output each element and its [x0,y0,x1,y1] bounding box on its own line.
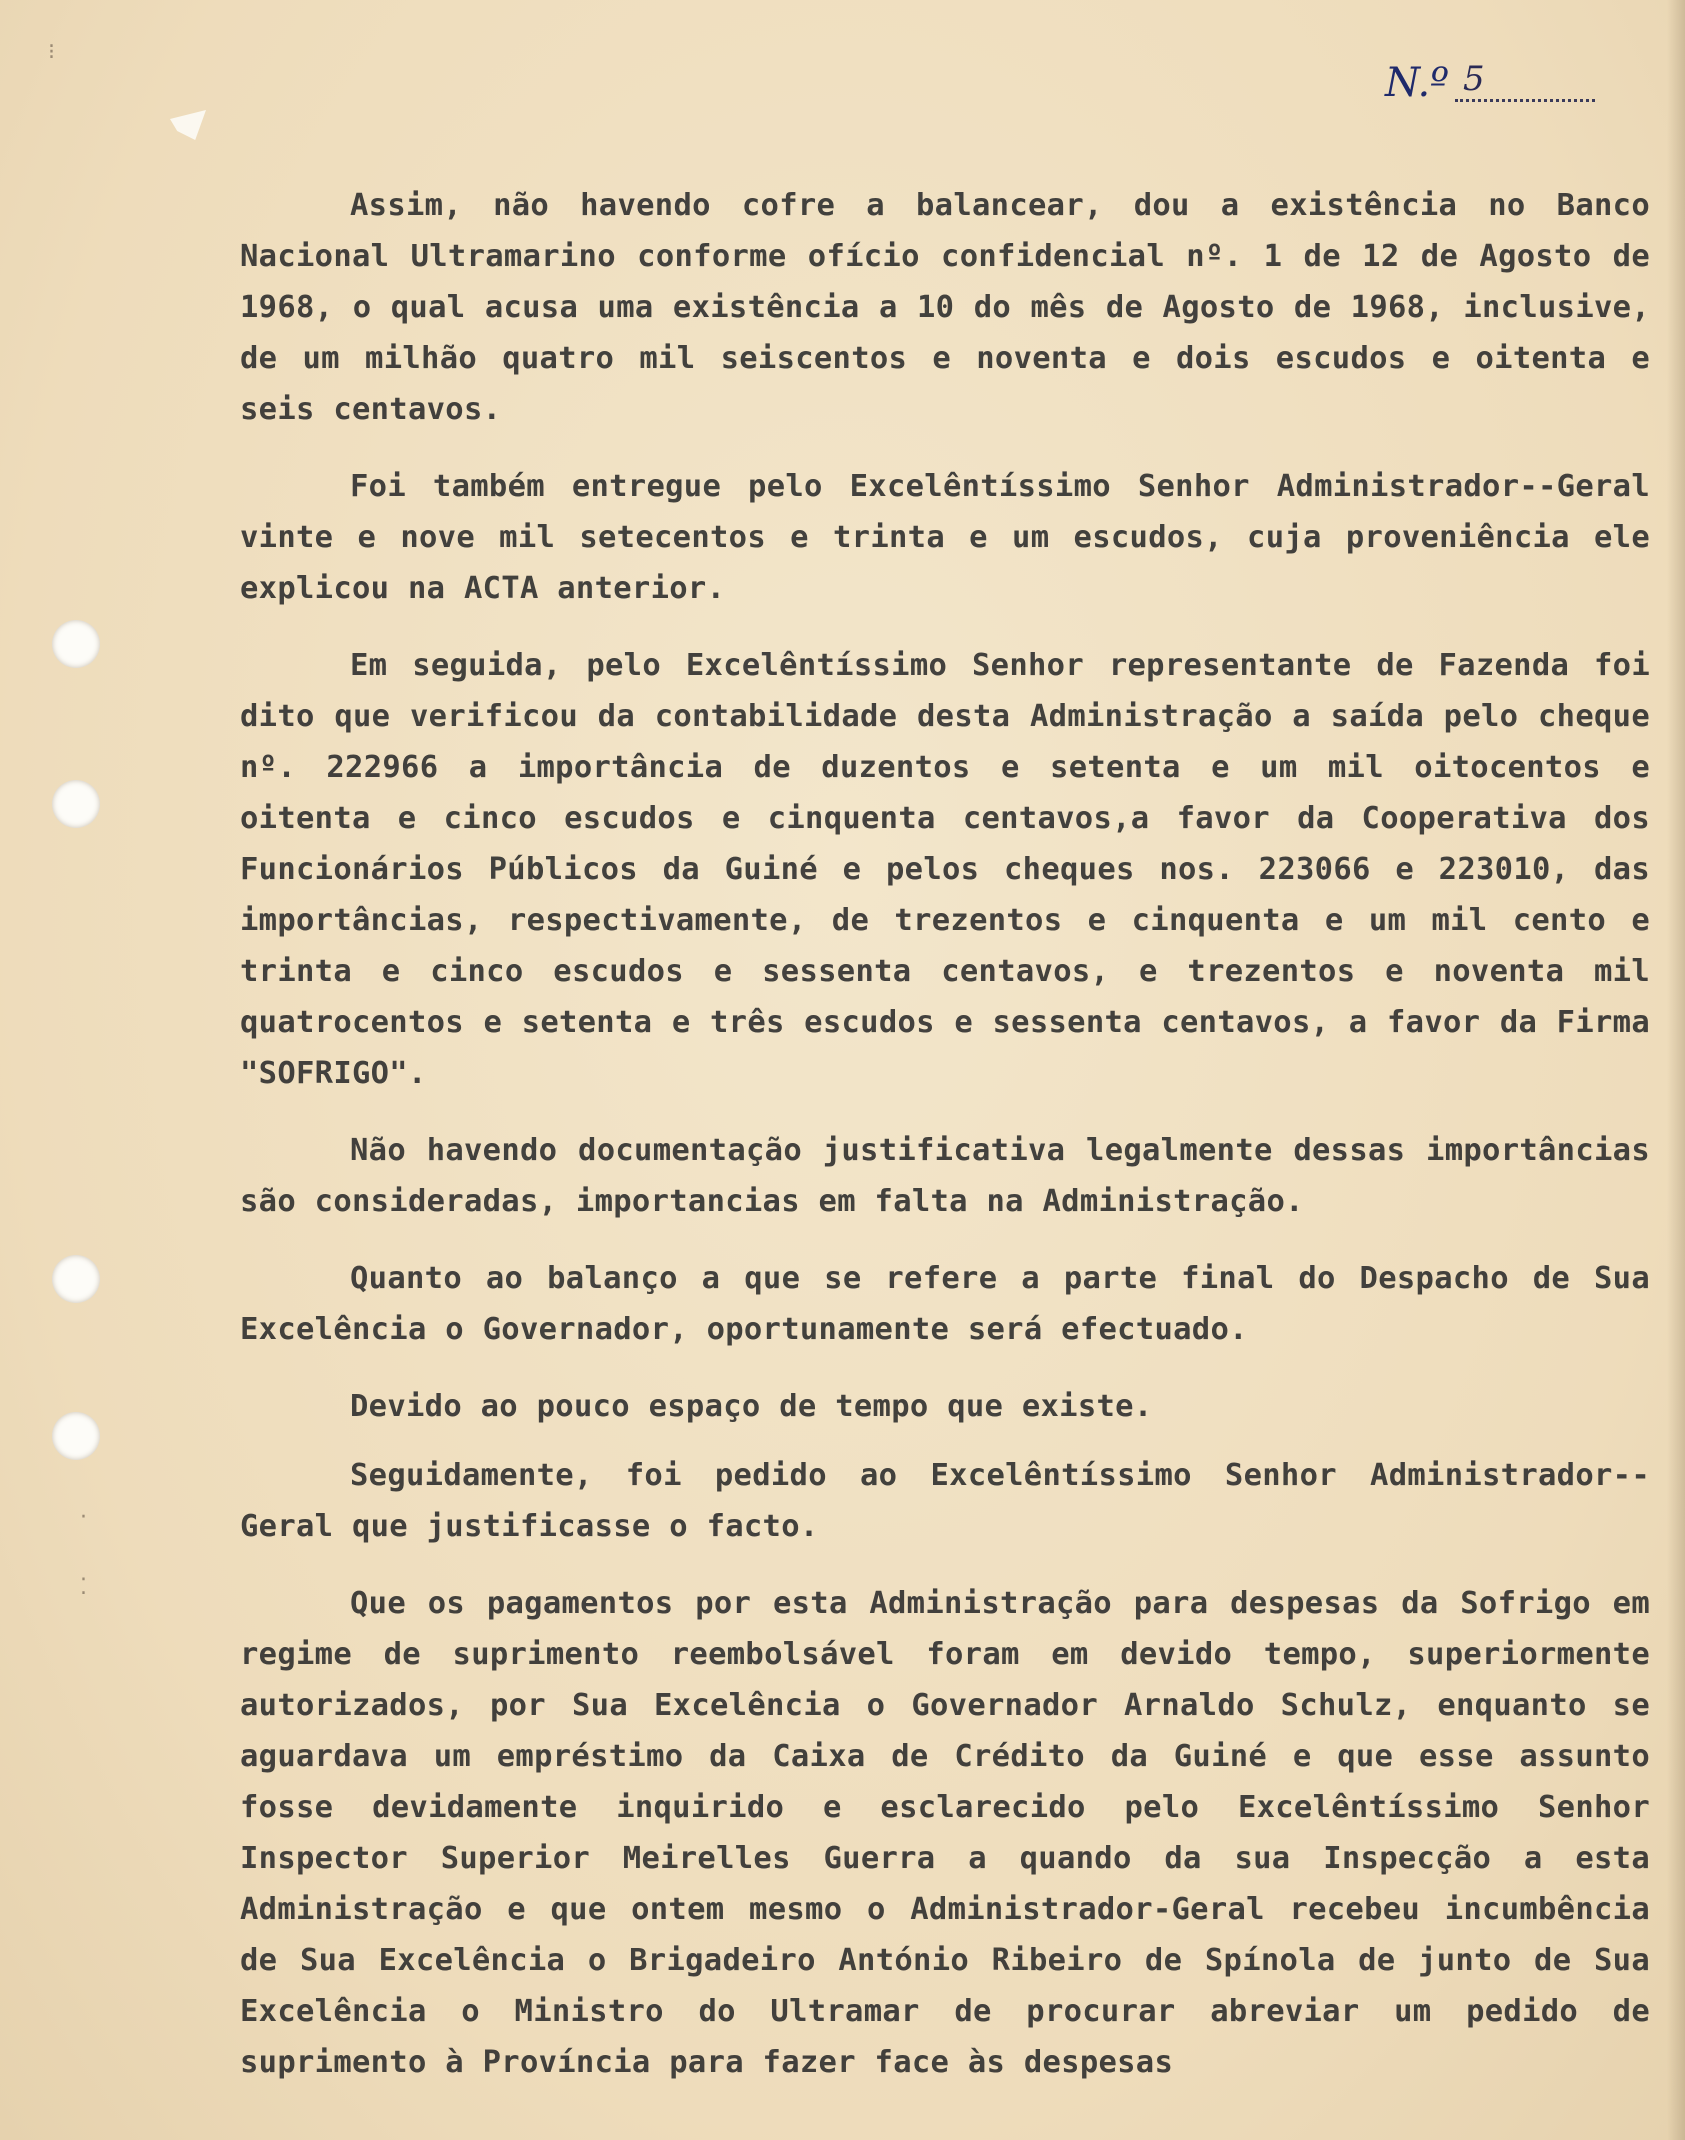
paragraph-missing-documentation: Não havendo documentação justificativa legalmente dessas importâncias são consideradas, importancias em falta na Administração. [240,1133,1650,1219]
page-number-value: 5 [1455,59,1595,102]
paper-tear [170,110,206,140]
staple-mark: ⁝ [48,40,55,65]
punch-hole [52,1412,100,1460]
margin-mark: · [80,1505,87,1530]
page-number-label: N.º [1385,60,1449,106]
page-number [1385,60,1615,110]
margin-mark: ⁚ [80,1575,87,1600]
paragraph-balance-statement: Assim, não havendo cofre a balancear, dou a existência no Banco Nacional Ultramarino conforme ofício confidencial nº. 1 de 12 de Agosto de 1968, o qual acusa uma existência a 10 do mês de Agosto de 1968, inclusive, de um milhão quatro mil seiscentos e noventa e dois escudos e oitenta e seis centavos. [240,188,1650,427]
paragraph-delivery: Foi também entregue pelo Excelêntíssimo Senhor Administrador--Geral vinte e nove mil setecentos e trinta e um escudos, cuja proveniência ele explicou na ACTA anterior. [240,469,1650,606]
punch-hole [52,1255,100,1303]
document-body [240,180,1650,2114]
paragraph-time: Devido ao pouco espaço de tempo que existe. [350,1389,1153,1424]
paragraph-justification-request: Seguidamente, foi pedido ao Excelêntíssimo Senhor Administrador--Geral que justificasse o facto. [240,1458,1650,1544]
paragraph-cheques: Em seguida, pelo Excelêntíssimo Senhor representante de Fazenda foi dito que verificou da contabilidade desta Administração a saída pelo cheque nº. 222966 a importância de duzentos e setenta e um mil oitocentos e oitenta e cinco escudos e cinquenta centavos,a favor da Cooperativa dos Funcionários Públicos da Guiné e pelos cheques nos. 223066 e 223010, das importâncias, respectivamente, de trezentos e cinquenta e um mil cento e trinta e cinco escudos e sessenta centavos, e trezentos e noventa mil quatrocentos e setenta e três escudos e sessenta centavos, a favor da Firma "SOFRIGO". [240,648,1650,1091]
punch-hole [52,780,100,828]
paragraph-balance-dispatch: Quanto ao balanço a que se refere a parte final do Despacho de Sua Excelência o Governador, oportunamente será efectuado. [240,1261,1650,1347]
paragraph-justification: Que os pagamentos por esta Administração para despesas da Sofrigo em regime de suprimento reembolsável foram em devido tempo, superiormente autorizados, por Sua Excelência o Governador Arnaldo Schulz, enquanto se aguardava um empréstimo da Caixa de Crédito da Guiné e que esse assunto fosse devidamente inquirido e esclarecido pelo Excelêntíssimo Senhor Inspector Superior Meirelles Guerra a quando da sua Inspecção a esta Administração e que ontem mesmo o Administrador-Geral recebeu incumbência de Sua Excelência o Brigadeiro António Ribeiro de Spínola de junto de Sua Excelência o Ministro do Ultramar de procurar abreviar um pedido de suprimento à Província para fazer face às despesas [240,1586,1650,2080]
punch-hole [52,620,100,668]
page-edge-shadow [1667,0,1685,2140]
